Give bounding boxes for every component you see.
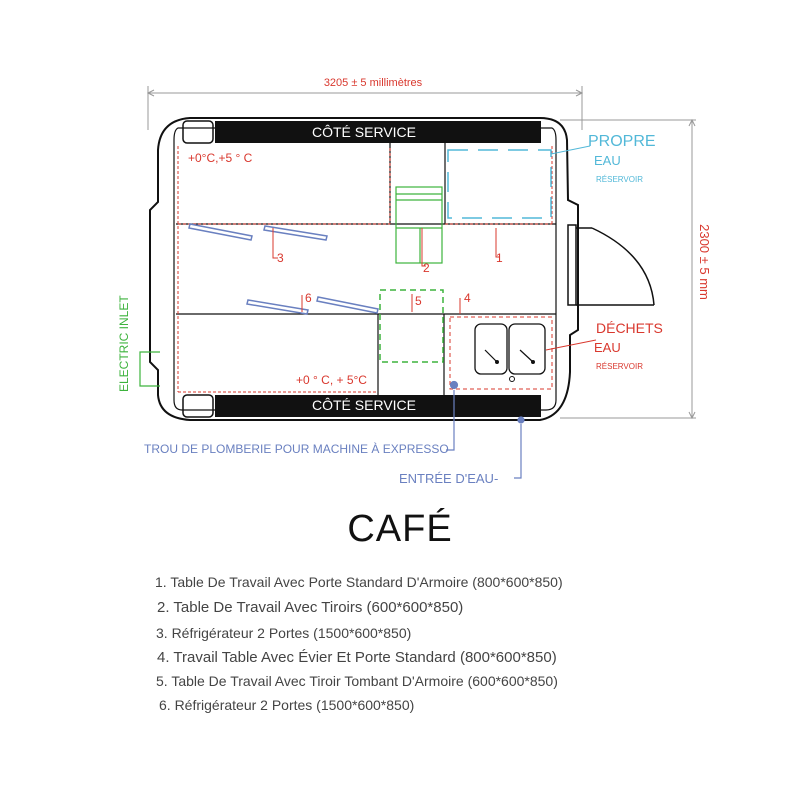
corner-block-bottom-right	[513, 395, 541, 417]
corner-block-top-left	[183, 121, 213, 143]
marker-4: 4	[464, 291, 471, 305]
corner-block-top-right	[513, 121, 541, 143]
legend-item-6: 6. Réfrigérateur 2 Portes (1500*600*850)	[159, 697, 415, 713]
height-dimension-label: 2300 ± 5 mm	[697, 224, 712, 300]
legend-item-3: 3. Réfrigérateur 2 Portes (1500*600*850)	[156, 625, 412, 641]
temperature-top-label: +0°C,+5 ° C	[188, 151, 253, 165]
sink-unit-item-4	[450, 317, 552, 389]
electric-inlet-label: ELECTRIC INLET	[117, 295, 131, 392]
marker-5: 5	[415, 294, 422, 308]
fridge-doors-item-6	[247, 297, 378, 314]
waste-water-line1: EAU	[594, 340, 621, 355]
plumbing-hole-label: TROU DE PLOMBERIE POUR MACHINE À EXPRESSO	[144, 442, 449, 456]
service-side-bottom-label: CÔTÉ SERVICE	[312, 397, 416, 413]
temperature-bottom-label: +0 ° C, + 5°C	[296, 373, 367, 387]
page-title: CAFÉ	[347, 508, 453, 550]
waste-water-line2: RÉSERVOIR	[596, 362, 643, 371]
marker-2: 2	[423, 261, 430, 275]
legend-item-1: 1. Table De Travail Avec Porte Standard D'Armoire (800*600*850)	[155, 574, 563, 590]
waste-water-title: DÉCHETS	[596, 320, 663, 336]
legend-item-2: 2. Table De Travail Avec Tiroirs (600*600*850)	[157, 599, 464, 616]
clean-water-title: PROPRE	[588, 133, 656, 150]
door	[568, 225, 654, 305]
width-dimension-label: 3205 ± 5 millimètres	[323, 77, 423, 89]
height-dimension	[560, 120, 696, 418]
water-inlet-label: ENTRÉE D'EAU-	[399, 471, 499, 486]
water-inlet	[514, 417, 524, 478]
marker-1: 1	[496, 251, 503, 265]
clean-water-line1: EAU	[594, 153, 621, 168]
drawer-table-item-2	[396, 187, 442, 263]
service-side-top-label: CÔTÉ SERVICE	[312, 124, 416, 140]
cold-zone-outline	[178, 146, 552, 392]
clean-water-tank	[448, 150, 551, 218]
legend-item-4: 4. Travail Table Avec Évier Et Porte Standard (800*600*850)	[157, 649, 557, 666]
marker-3: 3	[277, 251, 284, 265]
fridge-doors-item-3	[189, 224, 327, 240]
marker-6: 6	[305, 291, 312, 305]
legend-item-5: 5. Table De Travail Avec Tiroir Tombant D'Armoire (600*600*850)	[156, 673, 558, 689]
clean-water-leader	[551, 146, 590, 154]
clean-water-line2: RÉSERVOIR	[596, 175, 643, 184]
corner-block-bottom-left	[183, 395, 213, 417]
